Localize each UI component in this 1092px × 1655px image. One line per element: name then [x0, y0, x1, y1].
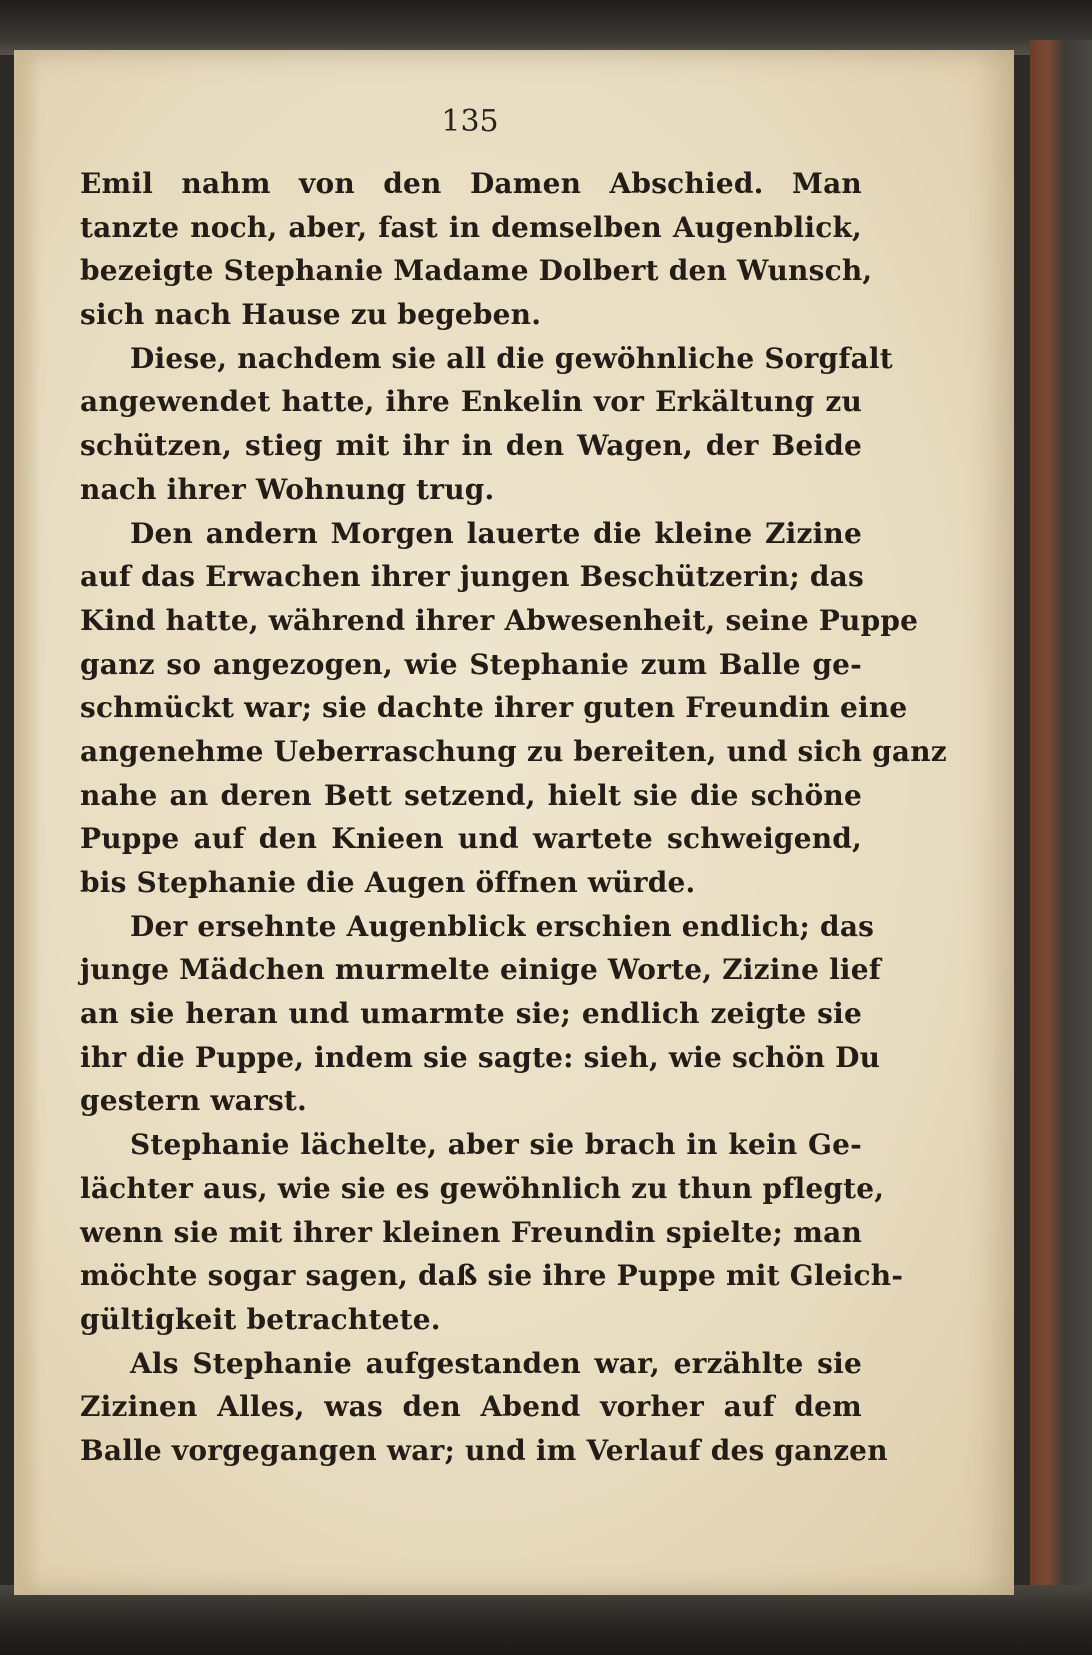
page-number: 135 — [441, 104, 499, 139]
text-line: angewendet hatte, ihre Enkelin vor Erkältung zu — [80, 385, 862, 419]
page-gutter-shadow — [14, 50, 40, 1595]
text-line: gestern warst. — [80, 1084, 308, 1118]
text-line: schützen, stieg mit ihr in den Wagen, der Beide — [80, 429, 862, 463]
text-line: bezeigte Stephanie Madame Dolbert den Wunsch, — [80, 254, 873, 288]
text-line: Kind hatte, während ihrer Abwesenheit, seine Puppe — [80, 603, 919, 637]
text-line: bis Stephanie die Augen öffnen würde. — [80, 866, 696, 899]
book-cover-right-edge — [1030, 40, 1092, 1600]
text-line: angenehme Ueberraschung zu bereiten, und sich ganz — [80, 734, 947, 768]
text-line: ihr die Puppe, indem sie sagte: sieh, wie schön Du — [80, 1040, 881, 1074]
text-line: Zizinen Alles, was den Abend vorher auf dem — [80, 1390, 862, 1424]
text-line: schmückt war; sie dachte ihrer guten Freundin eine — [80, 691, 908, 725]
text-line: wenn sie mit ihrer kleinen Freundin spielte; man — [80, 1215, 862, 1249]
text-line: an sie heran und umarmte sie; endlich zeigte sie — [80, 997, 862, 1031]
book-cover-bottom-edge — [0, 1585, 1092, 1655]
text-line: lächter aus, wie sie es gewöhnlich zu thun pflegte, — [80, 1171, 885, 1205]
text-line: gültigkeit betrachtete. — [80, 1302, 441, 1336]
text-line: auf das Erwachen ihrer jungen Beschützerin; das — [80, 560, 864, 594]
text-line: Diese, nachdem sie all die gewöhnliche Sorgfalt — [130, 341, 893, 375]
text-line: Emil nahm von den Damen Abschied. Man — [80, 167, 862, 200]
text-line: Puppe auf den Knieen und wartete schweigend, — [80, 822, 862, 856]
text-line: Den andern Morgen lauerte die kleine Zizine — [130, 516, 862, 550]
text-line: nahe an deren Bett setzend, hielt sie die schöne — [80, 778, 862, 812]
text-line: junge Mädchen murmelte einige Worte, Zizine lief — [80, 953, 882, 987]
text-line: nach ihrer Wohnung trug. — [80, 472, 495, 506]
text-line: Der ersehnte Augenblick erschien endlich; das — [130, 909, 875, 943]
text-line: tanzte noch, aber, fast in demselben Augenblick, — [80, 210, 862, 244]
text-line: möchte sogar sagen, daß sie ihre Puppe mit Gleich- — [80, 1259, 904, 1293]
text-line: Als Stephanie aufgestanden war, erzählte sie — [130, 1346, 862, 1380]
text-line: Stephanie lächelte, aber sie brach in kein Ge- — [130, 1128, 862, 1162]
text-line: Balle vorgegangen war; und im Verlauf des ganzen — [80, 1433, 888, 1467]
text-line: sich nach Hause zu begeben. — [80, 298, 542, 332]
body-text — [80, 162, 947, 1473]
book-cover-top-edge — [0, 0, 1092, 55]
text-line: ganz so angezogen, wie Stephanie zum Balle ge- — [80, 647, 862, 681]
